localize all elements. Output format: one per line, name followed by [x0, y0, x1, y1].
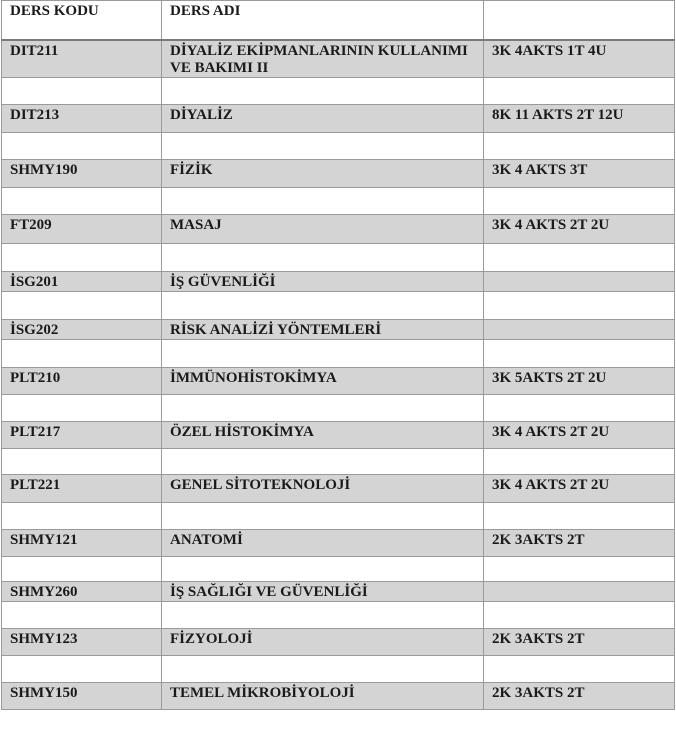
course-table: [1, 0, 675, 710]
spacer-cell: [162, 656, 484, 683]
spacer-row: [2, 395, 675, 422]
table-row: [2, 422, 675, 449]
course-code-cell: SHMY121: [2, 530, 162, 557]
spacer-row: [2, 188, 675, 215]
course-credits-cell: 3K 4 AKTS 2T 2U: [484, 215, 675, 244]
spacer-cell: [2, 557, 162, 582]
course-credits-cell: 2K 3AKTS 2T: [484, 629, 675, 656]
course-name-cell: DİYALİZ: [162, 105, 484, 133]
course-credits-cell: [484, 272, 675, 292]
course-credits-cell: 3K 4 AKTS 2T 2U: [484, 475, 675, 503]
table-row: [2, 215, 675, 244]
course-name-cell: FİZİK: [162, 160, 484, 188]
course-credits-cell: [484, 582, 675, 602]
spacer-cell: [162, 557, 484, 582]
spacer-cell: [2, 503, 162, 530]
spacer-row: [2, 557, 675, 582]
spacer-cell: [162, 188, 484, 215]
spacer-cell: [2, 656, 162, 683]
spacer-cell: [2, 78, 162, 105]
spacer-cell: [484, 656, 675, 683]
spacer-cell: [2, 244, 162, 272]
course-credits-cell: 3K 4 AKTS 2T 2U: [484, 422, 675, 449]
spacer-cell: [2, 292, 162, 320]
spacer-row: [2, 602, 675, 629]
spacer-row: [2, 292, 675, 320]
spacer-cell: [162, 133, 484, 160]
spacer-cell: [484, 188, 675, 215]
spacer-cell: [2, 449, 162, 475]
spacer-cell: [2, 188, 162, 215]
course-credits-cell: [484, 320, 675, 340]
course-name-cell: FİZYOLOJİ: [162, 629, 484, 656]
header-course-code: DERS KODU: [2, 1, 162, 41]
course-code-cell: FT209: [2, 215, 162, 244]
course-code-cell: PLT217: [2, 422, 162, 449]
spacer-cell: [484, 503, 675, 530]
course-code-cell: SHMY150: [2, 683, 162, 710]
course-name-cell: TEMEL MİKROBİYOLOJİ: [162, 683, 484, 710]
course-credits-cell: 8K 11 AKTS 2T 12U: [484, 105, 675, 133]
spacer-cell: [162, 78, 484, 105]
spacer-cell: [162, 449, 484, 475]
course-code-cell: İSG202: [2, 320, 162, 340]
course-code-cell: SHMY190: [2, 160, 162, 188]
spacer-cell: [162, 395, 484, 422]
course-credits-cell: 2K 3AKTS 2T: [484, 530, 675, 557]
course-code-cell: PLT221: [2, 475, 162, 503]
course-name-cell: ANATOMİ: [162, 530, 484, 557]
spacer-cell: [162, 244, 484, 272]
spacer-cell: [484, 602, 675, 629]
table-row: [2, 683, 675, 710]
course-code-cell: PLT210: [2, 368, 162, 395]
course-table-body: [2, 1, 675, 710]
spacer-cell: [162, 503, 484, 530]
course-code-cell: SHMY260: [2, 582, 162, 602]
spacer-cell: [484, 340, 675, 368]
course-name-cell: MASAJ: [162, 215, 484, 244]
course-name-cell: RİSK ANALİZİ YÖNTEMLERİ: [162, 320, 484, 340]
course-name-cell: GENEL SİTOTEKNOLOJİ: [162, 475, 484, 503]
course-credits-cell: 2K 3AKTS 2T: [484, 683, 675, 710]
table-row: [2, 272, 675, 292]
spacer-row: [2, 503, 675, 530]
spacer-cell: [162, 292, 484, 320]
course-code-cell: DIT211: [2, 40, 162, 78]
table-row: [2, 475, 675, 503]
table-row: [2, 629, 675, 656]
spacer-cell: [484, 292, 675, 320]
course-credits-cell: 3K 5AKTS 2T 2U: [484, 368, 675, 395]
spacer-row: [2, 449, 675, 475]
course-code-cell: DIT213: [2, 105, 162, 133]
course-name-cell: İMMÜNOHİSTOKİMYA: [162, 368, 484, 395]
spacer-row: [2, 133, 675, 160]
spacer-cell: [2, 602, 162, 629]
course-name-cell: İŞ SAĞLIĞI VE GÜVENLİĞİ: [162, 582, 484, 602]
table-row: [2, 530, 675, 557]
table-header-row: [2, 1, 675, 41]
spacer-cell: [484, 78, 675, 105]
course-code-cell: SHMY123: [2, 629, 162, 656]
course-code-cell: İSG201: [2, 272, 162, 292]
header-course-credits: [484, 1, 675, 41]
spacer-row: [2, 244, 675, 272]
spacer-cell: [484, 449, 675, 475]
table-row: [2, 160, 675, 188]
course-name-cell: DİYALİZ EKİPMANLARININ KULLANIMI VE BAKIMI II: [162, 40, 484, 78]
spacer-cell: [484, 395, 675, 422]
table-row: [2, 368, 675, 395]
header-course-name: DERS ADI: [162, 1, 484, 41]
course-name-cell: İŞ GÜVENLİĞİ: [162, 272, 484, 292]
table-row: [2, 40, 675, 78]
spacer-cell: [162, 340, 484, 368]
spacer-cell: [484, 557, 675, 582]
table-row: [2, 105, 675, 133]
spacer-row: [2, 78, 675, 105]
course-name-cell: ÖZEL HİSTOKİMYA: [162, 422, 484, 449]
table-row: [2, 582, 675, 602]
spacer-cell: [2, 133, 162, 160]
spacer-row: [2, 340, 675, 368]
spacer-cell: [484, 133, 675, 160]
spacer-row: [2, 656, 675, 683]
spacer-cell: [162, 602, 484, 629]
course-credits-cell: 3K 4AKTS 1T 4U: [484, 40, 675, 78]
spacer-cell: [484, 244, 675, 272]
course-credits-cell: 3K 4 AKTS 3T: [484, 160, 675, 188]
spacer-cell: [2, 395, 162, 422]
spacer-cell: [2, 340, 162, 368]
table-row: [2, 320, 675, 340]
